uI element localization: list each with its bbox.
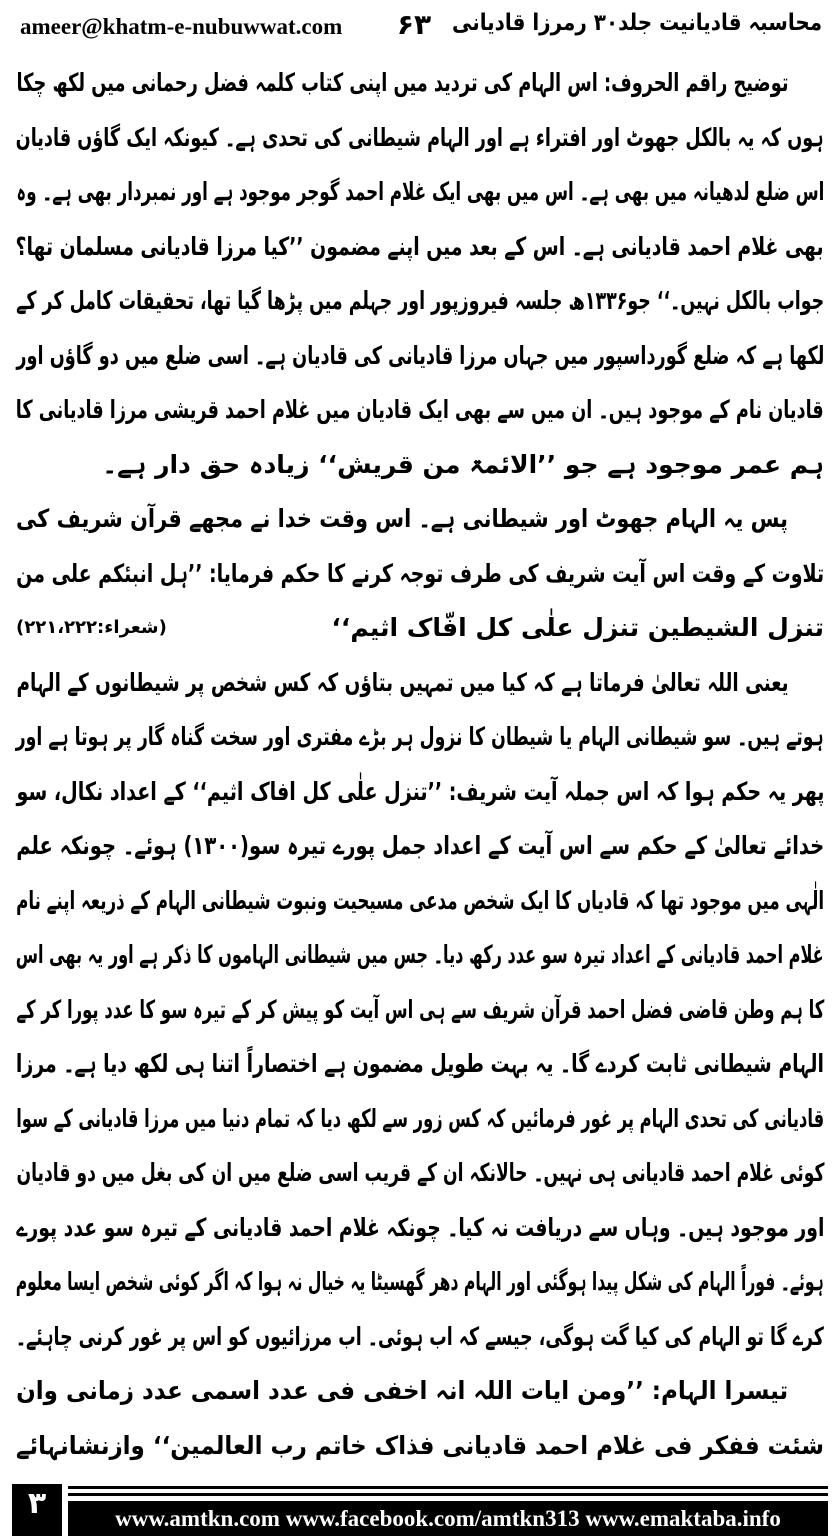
text-line: [16, 547, 824, 602]
text-line-content: لکھا ہے کہ ضلع گورداسپور میں جہاں مرزا قادیانی کی قادیان ہے۔ اسی ضلع میں دو گاؤں اور: [16, 340, 824, 370]
text-line-content: غلام احمد قادیانی کے اعداد تیرہ سو عدد رکھ دیا۔ جس میں شیطانی الہاموں کا ذکر ہے اور یہ بھی اس: [16, 940, 824, 969]
text-line-content: کا ہم وطن قاضی فضل احمد قرآن شریف سے ہی اس آیت کو پیش کر کے تیرہ سو کا عدد پورا کر کے: [16, 994, 824, 1024]
text-line-content: قادیانی کی تحدی الہام پر غور فرمائیں کہ کس زور سے لکھ دیا کہ تمام دنیا میں مرزا قادیانی کے سوا: [15, 1103, 824, 1133]
text-line-content: ہوئے۔ فوراً الہام کی شکل پیدا ہوگئی اور الہام دھر گھسیٹا یہ خیال نہ ہوا کہ اگر کوئی شخص ایسا معلوم: [15, 1267, 824, 1296]
header-email: ameer@khatm-e-nubuwwat.com: [20, 14, 343, 39]
text-line: [16, 492, 824, 547]
text-line-content: خدائے تعالیٰ کے حکم سے اس آیت کے اعداد جمل پورے تیرہ سو(۱۳۰۰) ہوئے۔ چونکہ علم: [16, 831, 824, 860]
text-line-content: ہوتے ہیں۔ سو شیطانی الہام یا شیطان کا نزول ہر بڑے مفتری اور سخت گناہ گار پر ہوتا ہے اور: [16, 722, 824, 751]
text-line: [16, 1146, 824, 1201]
text-line-content: کرے گا تو الہام کی کیا گت ہوگی، جیسے کہ اب ہوئی۔ اب مرزائیوں کو اس پر غور کرنی چاہئے۔: [16, 1321, 824, 1351]
footer-links: www.amtkn.com www.facebook.com/amtkn313 www.emaktaba.info: [68, 1501, 828, 1536]
text-line: [16, 710, 824, 765]
text-line-content: ہوں کہ یہ بالکل جھوٹ اور افتراء ہے اور الہام شیطانی کی تحدی ہے۔ کیونکہ ایک گاؤں قادیان: [16, 122, 824, 152]
text-line: [16, 928, 824, 983]
text-line-content: تیسرا الہام: ’’ومن ایات اللہ انہ اخفی فی عدد اسمی عدد زمانی وان: [16, 1376, 788, 1405]
text-line: [16, 1255, 824, 1310]
text-line-content: اس ضلع لدھیانہ میں بھی ہے۔ اس میں بھی ایک غلام احمد گوجر موجود ہے اور نمبردار بھی ہے۔ وہ: [16, 177, 824, 206]
footer-page-marker: ۳: [12, 1484, 62, 1536]
text-line: [16, 383, 824, 438]
page-footer: [12, 1484, 828, 1536]
text-line-content: ہم عمر موجود ہے جو ’’الائمۃ من قریش‘‘ زیادہ حق دار ہے۔: [102, 449, 824, 479]
text-line: [16, 983, 824, 1038]
text-line: [16, 765, 824, 820]
text-line-content: کوئی غلام احمد قادیانی ہی نہیں۔ حالانکہ ان کے قریب اسی ضلع میں ان کی بغل میں دو قادیان: [16, 1158, 824, 1187]
text-line: [16, 1310, 824, 1365]
page-header: [14, 8, 826, 48]
text-line-content: تلاوت کے وقت اس آیت شریف کی طرف توجہ کرنے کا حکم فرمایا: ’’ہل انبئکم علی من: [16, 558, 824, 588]
text-line-content: پھر یہ حکم ہوا کہ اس جملہ آیت شریف: ’’تنزل علٰی کل افاک اثیم‘‘ کے اعداد نکال، سو: [16, 776, 824, 806]
text-line-content: پس یہ الہام جھوٹ اور شیطانی ہے۔ اس وقت خدا نے مجھے قرآن شریف کی: [16, 504, 788, 533]
text-line: [16, 438, 824, 493]
book-title-box: [452, 10, 822, 46]
text-line-content: اور موجود ہیں۔ وہاں سے دریافت نہ کیا۔ چونکہ غلام احمد قادیانی کے تیرہ سو عدد پورے: [16, 1212, 824, 1242]
text-line: [16, 1037, 824, 1092]
text-line: [16, 1364, 824, 1419]
text-line: [16, 1092, 824, 1147]
page-body: [16, 56, 824, 1473]
text-line-content: بھی غلام احمد قادیانی ہے۔ اس کے بعد میں اپنے مضمون ’’کیا مرزا قادیانی مسلمان تھا؟: [16, 231, 824, 261]
text-line: [16, 819, 824, 874]
text-line: [16, 274, 824, 329]
text-line-content: توضیح راقم الحروف: اس الہام کی تردید میں اپنی کتاب کلمہ فضل رحمانی میں لکھ چکا: [16, 68, 788, 97]
text-line-content: الہام شیطانی ثابت کردے گا۔ یہ بہت طویل مضمون ہے اختصاراً اتنا ہی لکھ دیا ہے۔ مرزا: [16, 1049, 824, 1078]
text-line-content: الٰہی میں موجود تھا کہ قادیاں کا ایک شخص مدعی مسیحیت ونبوت شیطانی الہام کے ذریعہ اپنے نام: [16, 885, 824, 915]
book-title: محاسبہ قادیانیت جلد۳۰ رمرزا قادیانی: [452, 10, 822, 36]
text-line-content: یعنی اللہ تعالیٰ فرماتا ہے کہ کیا میں تمہیں بتاؤں کہ کس شخص پر شیطانوں کے الہام: [16, 667, 788, 697]
text-line: [16, 111, 824, 166]
text-line-content: شئت ففکر فی غلام احمد قادیانی فذاک خاتم رب العالمین‘‘ وازنشانہائے: [16, 1430, 824, 1460]
text-line: [16, 874, 824, 929]
text-line: [16, 1201, 824, 1256]
text-line-content: قادیان نام کے موجود ہیں۔ ان میں سے بھی ایک قادیان میں غلام احمد قریشی مرزا قادیانی کا: [16, 395, 824, 424]
verse-citation: (شعراء:۲۲۱،۲۲۲): [16, 617, 167, 638]
page-number: ۶۳: [396, 8, 432, 41]
text-line: [16, 1419, 824, 1474]
text-line-content: جواب بالکل نہیں۔‘‘ جو۱۳۳۶ھ جلسہ فیروزپور اور جہلم میں پڑھا گیا تھا، تحقیقات کامل کر کے: [16, 286, 824, 315]
text-line: [16, 165, 824, 220]
text-line: [16, 220, 824, 275]
footer-rule: [68, 1486, 828, 1489]
text-line: [16, 656, 824, 711]
text-line: [16, 329, 824, 384]
verse-line: [16, 601, 824, 656]
text-line: [16, 56, 824, 111]
verse-text: تنزل الشیطین تنزل علٰی کل افّاک اثیم‘‘: [331, 613, 824, 642]
footer-rule: [68, 1493, 828, 1496]
